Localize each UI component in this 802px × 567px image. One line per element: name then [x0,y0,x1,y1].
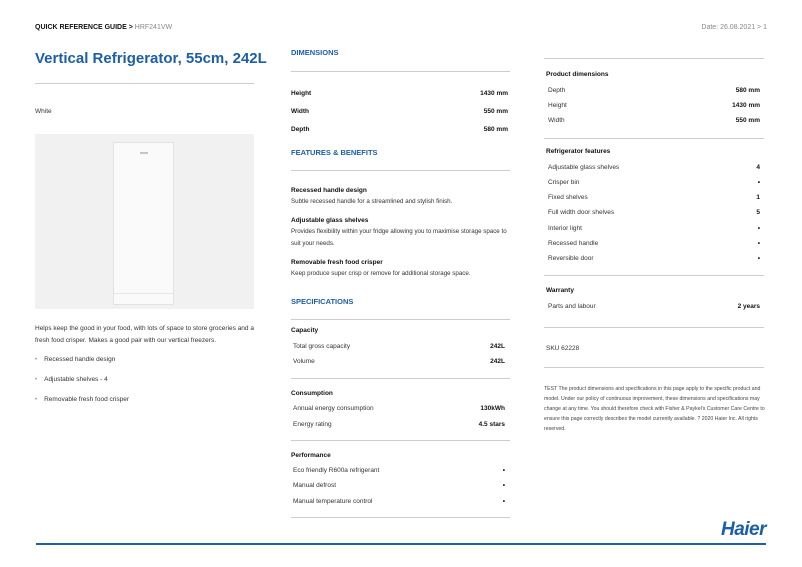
spec-value: • [502,482,505,489]
spec-value: 130kWh [480,405,505,412]
sku-label: SKU 62228 [546,345,580,352]
feature-text: Keep produce super crisp or remove for additional storage space. [291,270,471,277]
feature-text: Subtle recessed handle for a streamlined and stylish finish. [291,198,453,205]
product-image [35,134,254,309]
bullet-icon: • [35,377,38,383]
spec-label: Reversible door [548,255,594,262]
divider [35,83,254,84]
header-date [701,24,767,31]
dimension-label: Width [291,108,309,115]
header-breadcrumb [35,24,172,31]
footer-rule [36,543,766,545]
spec-value: 242L [490,343,505,350]
spec-label: Manual defrost [293,482,336,489]
feature-title: Recessed handle design [291,187,367,194]
bullet-icon: • [35,397,38,403]
spec-value: 580 mm [735,87,760,94]
spec-label: Interior light [548,225,582,232]
spec-label: Volume [293,358,315,365]
divider [544,327,764,328]
feature-text: Provides flexibility within your fridge allowing you to maximise storage space to suit your needs. [291,228,507,247]
spec-value: 2 years [737,303,760,310]
page-number: 1 [763,24,767,31]
divider [291,319,510,320]
spec-value: • [502,498,505,505]
dimension-value: 550 mm [483,108,508,115]
spec-label: Adjustable glass shelves [548,164,620,171]
dimension-label: Depth [291,126,310,133]
spec-label: Eco friendly R600a refrigerant [293,467,380,474]
guide-label: QUICK REFERENCE GUIDE > [35,24,133,31]
specifications-heading: SPECIFICATIONS [291,297,354,306]
spec-group-title: Refrigerator features [546,148,611,155]
dimension-value: 580 mm [483,126,508,133]
divider [291,378,510,379]
spec-value: 242L [490,358,505,365]
divider [544,367,764,368]
spec-value: 1 [756,194,760,201]
legal-disclaimer: TEST The product dimensions and specifications in this page apply to the specific product and model. Under our policy of continuous improvement, these dimensions and specifications may change at any time. You should therefore check with Fisher & Paykel's Customer Care Centre to ensure this page correctly describes the model currently available. ? 2020 Haier Inc. All rights reserved. [544,386,765,432]
spec-value: 5 [756,209,760,216]
feature-title: Removable fresh food crisper [291,259,383,266]
spec-value: • [757,225,760,232]
spec-label: Fixed shelves [548,194,588,201]
spec-value: • [757,240,760,247]
fridge-illustration [113,142,174,305]
spec-label: Parts and labour [548,303,596,310]
list-item: • Recessed handle design [35,356,116,363]
spec-label: Annual energy consumption [293,405,374,412]
divider [291,440,510,441]
spec-label: Width [548,117,565,124]
haier-logo: Haier [720,519,766,540]
spec-label: Depth [548,87,566,94]
divider [291,71,510,72]
spec-value: 4 [756,164,760,171]
spec-label: Energy rating [293,421,332,428]
page-title: Vertical Refrigerator, 55cm, 242L [35,50,267,67]
divider [291,170,510,171]
features-heading: FEATURES & BENEFITS [291,148,378,157]
spec-label: Height [548,102,567,109]
spec-label: Total gross capacity [293,343,351,350]
spec-value: 4.5 stars [478,421,505,428]
feature-title: Adjustable glass shelves [291,217,369,224]
divider [544,275,764,276]
divider [291,517,510,518]
spec-label: Full width door shelves [548,209,615,216]
model-code: HRF241VW [134,24,173,31]
spec-group-title: Capacity [291,327,319,334]
date-label: Date: 26.08.2021 > [701,24,762,31]
spec-value: • [502,467,505,474]
product-description: Helps keep the good in your food, with lots of space to store groceries and a fresh food crisper. Makes a good pair with our vertical freezers. [35,325,254,344]
fridge-base [114,293,173,294]
spec-label: Crisper bin [548,179,580,186]
spec-value: • [757,179,760,186]
spec-label: Manual temperature control [293,498,373,505]
spec-group-title: Warranty [546,287,574,294]
list-item: • Adjustable shelves - 4 [35,376,108,383]
product-color: White [35,108,52,115]
spec-group-title: Product dimensions [546,71,609,78]
fridge-logo [140,152,148,154]
divider [544,58,764,59]
list-item: • Removable fresh food crisper [35,396,130,403]
dimensions-heading: DIMENSIONS [291,48,339,57]
bullet-icon: • [35,357,38,363]
spec-value: 1430 mm [732,102,760,109]
spec-value: • [757,255,760,262]
dimension-value: 1430 mm [480,90,508,97]
spec-label: Recessed handle [548,240,599,247]
spec-group-title: Consumption [291,390,333,397]
dimension-label: Height [291,90,312,97]
spec-value: 550 mm [735,117,760,124]
divider [544,138,764,139]
spec-group-title: Performance [291,452,331,459]
